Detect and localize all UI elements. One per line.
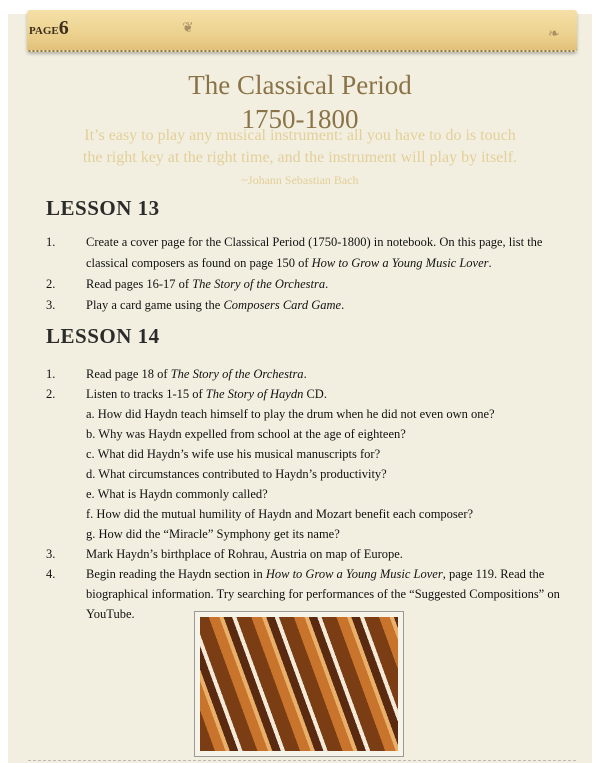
quote — [0, 125, 600, 191]
item-title: How to Grow a Young Music Lover — [311, 256, 489, 270]
item-text: . — [488, 256, 492, 270]
item-text: . — [303, 367, 307, 381]
quote-line-1: It’s easy to play any musical instrument: all you have to do is touch — [84, 127, 516, 144]
item-number: 2. — [46, 387, 56, 401]
title-line-1: The Classical Period — [188, 70, 412, 100]
flourish-icon: ❧ — [548, 27, 560, 42]
question: e. What is Haydn commonly called? — [86, 487, 268, 501]
item-text: . — [341, 298, 345, 312]
item-text: Listen to tracks 1-15 of — [86, 387, 206, 401]
lesson-14-list — [46, 364, 576, 624]
violins-photo — [194, 611, 404, 757]
item-title: How to Grow a Young Music Lover — [265, 567, 443, 581]
list-item — [46, 274, 576, 295]
question: f. How did the mutual humility of Haydn and Mozart benefit each composer? — [86, 507, 474, 521]
list-item — [46, 544, 576, 564]
item-text: . — [325, 277, 329, 291]
page-number-label — [29, 17, 69, 40]
title-line-2: 1750-1800 — [241, 104, 359, 134]
question: d. What circumstances contributed to Haydn’s productivity? — [86, 467, 387, 481]
quote-author: ~Johann Sebastian Bach — [241, 173, 359, 187]
item-text: Read page 18 of — [86, 367, 171, 381]
bottom-divider — [28, 760, 576, 761]
item-title: The Story of the Orchestra — [170, 367, 304, 381]
lesson-13-list — [46, 232, 576, 316]
item-number: 2. — [46, 277, 56, 291]
question: g. How did the “Miracle” Symphony get its name? — [86, 527, 340, 541]
question-list — [86, 404, 576, 544]
list-item — [46, 295, 576, 316]
item-text: Mark Haydn’s birthplace of Rohrau, Austria on map of Europe. — [86, 547, 403, 561]
item-number: 1. — [46, 367, 56, 381]
item-title: Composers Card Game — [223, 298, 342, 312]
list-item — [46, 364, 576, 384]
page-number: 6 — [58, 17, 69, 39]
list-item — [46, 384, 576, 544]
item-text: Read pages 16-17 of — [86, 277, 193, 291]
item-title: The Story of Haydn — [205, 387, 304, 401]
item-text: , page 119. Read the biographical information. Try searching for performances of the “Suggested Compositions” on YouTube. — [86, 567, 560, 621]
item-number: 1. — [46, 235, 56, 249]
page-banner — [27, 10, 577, 52]
item-number: 3. — [46, 547, 56, 561]
item-text: CD. — [303, 387, 327, 401]
question: b. Why was Haydn expelled from school at the age of eighteen? — [86, 427, 406, 441]
question: c. What did Haydn’s wife use his musical manuscripts for? — [86, 447, 381, 461]
item-text: Play a card game using the — [86, 298, 224, 312]
item-number: 4. — [46, 567, 56, 581]
list-item — [46, 232, 576, 274]
flourish-icon: ❦ — [182, 21, 194, 36]
item-title: The Story of the Orchestra — [192, 277, 326, 291]
page-label: PAGE — [29, 25, 59, 37]
quote-line-2: the right key at the right time, and the instrument will play by itself. — [82, 149, 518, 166]
item-number: 3. — [46, 298, 56, 312]
lesson-14-heading: LESSON 14 — [46, 324, 160, 348]
item-text: Begin reading the Haydn section in — [86, 567, 266, 581]
violins-image — [200, 617, 398, 751]
question: a. How did Haydn teach himself to play the drum when he did not even own one? — [86, 407, 495, 421]
lesson-13-heading: LESSON 13 — [46, 196, 160, 220]
item-text: Create a cover page for the Classical Period (1750-1800) in notebook. On this page, list the classical composers as found on page 150 of — [86, 235, 543, 270]
